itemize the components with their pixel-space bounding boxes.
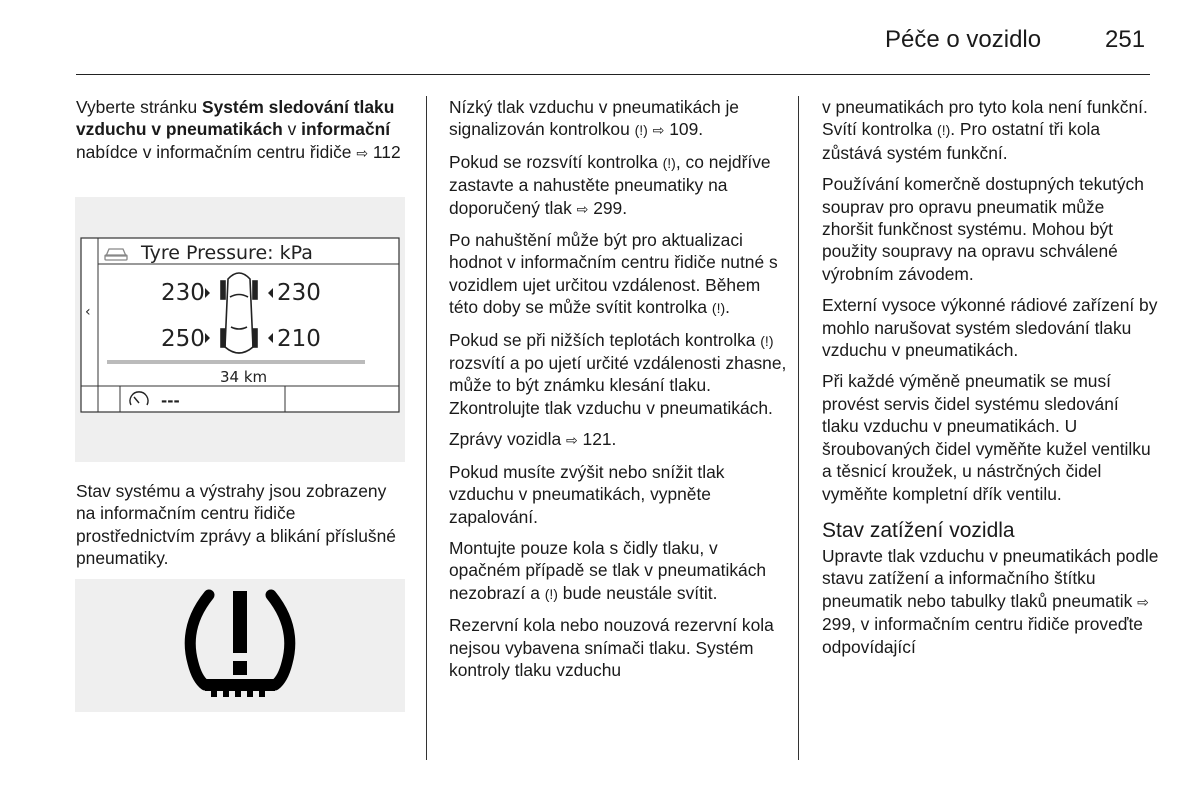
tpms-warning-icon: (!) <box>711 300 726 317</box>
paragraph: Externí vysoce výkonné rádiové zařízení by mohlo narušovat systém sledování tlaku vzduchu v pneumatikách. <box>822 295 1158 361</box>
distance-readout: 34 km <box>220 368 268 386</box>
paragraph: Pokud musíte zvýšit nebo snížit tlak vzduchu v pneumatikách, vypněte zapalování. <box>449 461 725 527</box>
bold-menu-name: informační <box>301 119 391 140</box>
paragraph: Upravte tlak vzduchu v pneumatikách podle stavu zatížení a informačního štítku pneumatik nebo tabulky tlaků pneumatik ⇨ 299, v informačním centru řidiče proveďte odpovídající <box>822 545 1159 657</box>
column-right <box>822 96 1160 667</box>
page-number: 251 <box>1105 26 1146 53</box>
xref-arrow-icon: ⇨ <box>576 200 589 217</box>
tpms-warning-figure <box>75 579 405 712</box>
paragraph: Rezervní kola nebo nouzová rezervní kola nejsou vybavena snímači tlaku. Systém kontroly tlaku vzduchu <box>449 615 774 680</box>
paragraph: v pneumatikách pro tyto kola není funkční. Svítí kontrolka (!). Pro ostatní tři kola zůstává systém funkční. <box>822 97 1148 163</box>
pressure-front-left: 230 <box>161 280 205 306</box>
pressure-front-right: 230 <box>277 280 321 306</box>
pressure-rear-right: 210 <box>277 326 321 352</box>
display-illustration <box>75 197 405 462</box>
xref-arrow-icon: ⇨ <box>356 144 369 161</box>
page-reference[interactable]: 112 <box>372 141 401 162</box>
display-title: Tyre Pressure: kPa <box>141 242 313 264</box>
page-reference[interactable]: 299 <box>822 614 852 635</box>
pressure-rear-left: 250 <box>161 326 205 352</box>
xref-arrow-icon: ⇨ <box>1137 593 1149 610</box>
page-reference[interactable]: 109. <box>669 119 704 140</box>
paragraph: Montujte pouze kola s čidly tlaku, v opačném případě se tlak v pneumatikách nezobrazí a (!) bude neustále svítit. <box>449 537 767 603</box>
xref-arrow-icon: ⇨ <box>565 432 578 449</box>
xref-arrow-icon: ⇨ <box>652 122 665 139</box>
tpms-warning-icon <box>75 579 405 712</box>
back-arrow-icon: ‹ <box>85 304 91 320</box>
column-divider <box>798 96 799 760</box>
text: v <box>282 119 302 140</box>
text: Vyberte stránku <box>76 97 202 117</box>
paragraph: Pokud se při nižších teplotách kontrolka (!) rozsvítí a po ujetí určité vzdálenosti zhasne, může to být známku klesání tlaku. Zkontrolujte tlak vzduchu v pneumatikách. <box>449 329 787 418</box>
paragraph: Po nahuštění může být pro aktualizaci hodnot v informačním centru řidiče nutné s vozidlem ujet určitou vzdálenost. Během této doby se může svítit kontrolka (!). <box>449 230 778 318</box>
paragraph: Zprávy vozidla ⇨ 121. <box>449 429 617 450</box>
tyre-pressure-display-figure <box>75 197 405 462</box>
column-divider <box>426 96 427 760</box>
column-left <box>76 96 406 173</box>
header-rule <box>76 74 1150 75</box>
tpms-warning-icon: (!) <box>544 585 558 602</box>
paragraph: Stav systému a výstrahy jsou zobrazeny na informačním centru řidiče prostřednictvím zprávy a blikání příslušné pneumatiky. <box>76 481 396 569</box>
paragraph: Používání komerčně dostupných tekutých souprav pro opravu pneumatik může zhoršit funkčnost systému. Mohou být použity soupravy na opravu schválené výrobním závodem. <box>822 174 1144 284</box>
text: nabídce v informačním centru řidiče <box>76 141 357 162</box>
page-reference[interactable]: 299. <box>593 197 628 218</box>
tpms-warning-icon: (!) <box>937 122 951 139</box>
tpms-warning-icon: (!) <box>662 154 676 171</box>
page-reference[interactable]: 121. <box>582 429 617 450</box>
tpms-warning-icon: (!) <box>760 332 774 349</box>
column-left-lower <box>76 480 406 579</box>
column-middle <box>449 96 787 690</box>
intro-paragraph <box>76 96 406 164</box>
status-value: --- <box>161 392 180 410</box>
bold-menu-name: Systém sledování tlaku vzduchu v pneumatikách <box>76 97 395 140</box>
page-header <box>0 0 1200 80</box>
paragraph: Pokud se rozsvítí kontrolka (!), co nejdříve zastavte a nahustěte pneumatiky na doporučený tlak ⇨ 299. <box>449 151 771 218</box>
section-heading: Stav zatížení vozidla <box>822 518 1015 542</box>
paragraph: Při každé výměně pneumatik se musí provést servis čidel systému sledování tlaku vzduchu v pneumatikách. U šroubovaných čidel vyměňte kužel ventilku a těsnicí kroužek, u nástrčných čidel vyměňte kompletní dřík ventilu. <box>822 371 1151 504</box>
tpms-warning-icon: (!) <box>634 122 648 139</box>
paragraph: Nízký tlak vzduchu v pneumatikách je signalizován kontrolkou (!) ⇨ 109. <box>449 97 739 140</box>
section-title: Péče o vozidlo <box>885 26 1042 53</box>
